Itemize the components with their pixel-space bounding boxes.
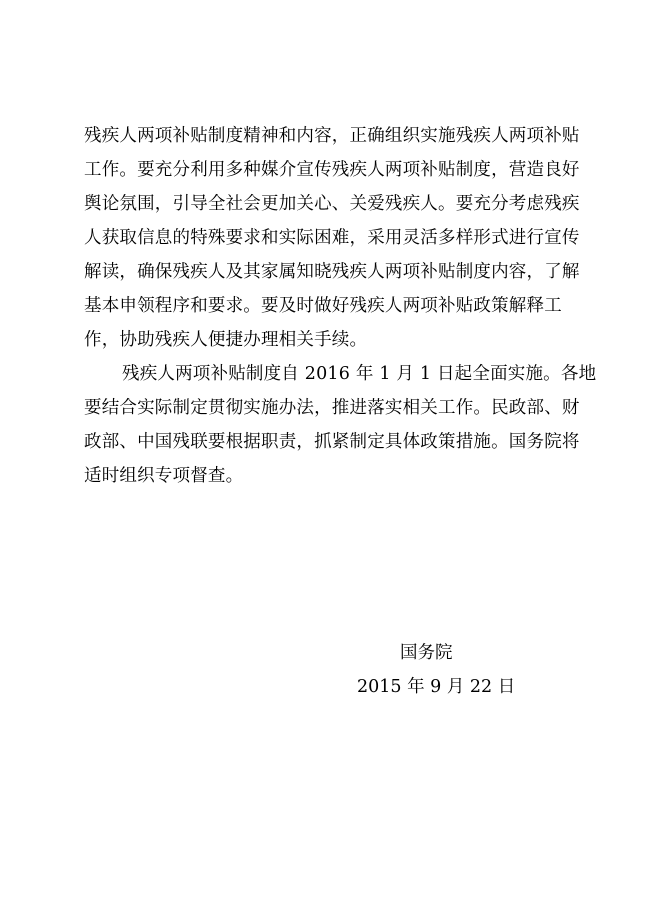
text-line: 舆论氛围，引导全社会更加关心、关爱残疾人。要充分考虑残疾 xyxy=(84,194,580,214)
text-line: 残疾人两项补贴制度精神和内容，正确组织实施残疾人两项补贴 xyxy=(84,126,580,146)
text-line: 人获取信息的特殊要求和实际困难，采用灵活多样形式进行宣传 xyxy=(84,228,580,248)
paragraph-publicity xyxy=(84,119,580,357)
paragraph-implementation xyxy=(84,357,597,493)
text-line: 基本申领程序和要求。要及时做好残疾人两项补贴政策解释工 xyxy=(84,296,562,316)
text-line: 残疾人两项补贴制度自 2016 年 1 月 1 日起全面实施。各地 xyxy=(122,364,597,384)
issuer-signature: 国务院 xyxy=(400,643,453,663)
text-line: 适时组织专项督查。 xyxy=(84,466,244,486)
issue-date: 2015 年 9 月 22 日 xyxy=(357,677,516,697)
text-line: 工作。要充分利用多种媒介宣传残疾人两项补贴制度，营造良好 xyxy=(84,160,580,180)
document-body xyxy=(84,119,597,493)
text-line: 要结合实际制定贯彻实施办法，推进落实相关工作。民政部、财 xyxy=(84,398,580,418)
text-line: 作，协助残疾人便捷办理相关手续。 xyxy=(84,330,368,350)
text-line: 政部、中国残联要根据职责，抓紧制定具体政策措施。国务院将 xyxy=(84,432,580,452)
text-line: 解读，确保残疾人及其家属知晓残疾人两项补贴制度内容，了解 xyxy=(84,262,580,282)
